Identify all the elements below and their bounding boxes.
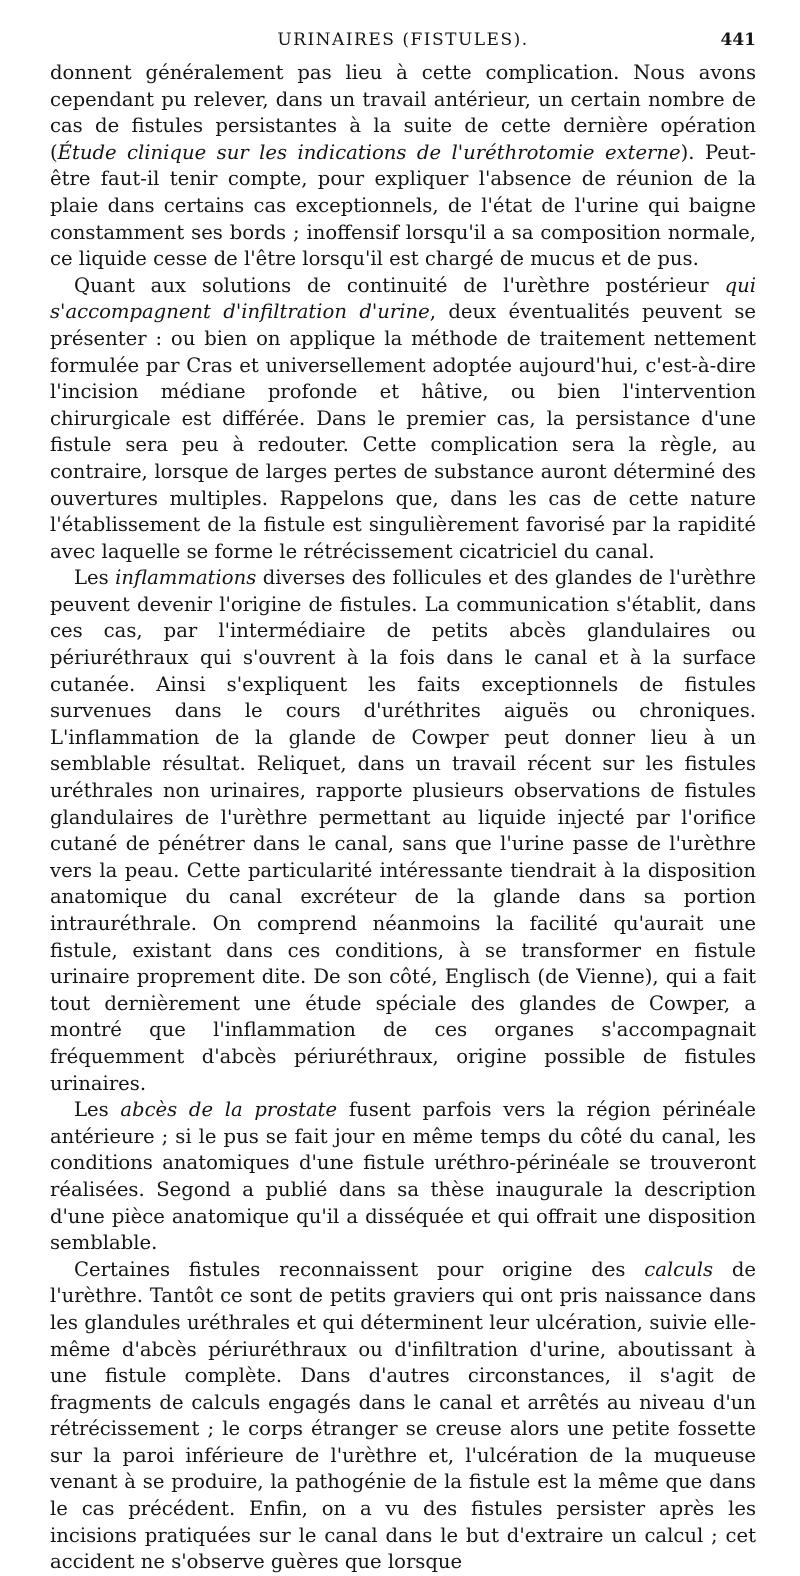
text-run: Les — [74, 1098, 121, 1122]
text-run: Certaines fistules reconnaissent pour origine des — [74, 1257, 645, 1281]
italic-term: inflammations — [115, 566, 257, 590]
italic-phrase: qui s'accompagnent d'infiltration d'urine — [50, 273, 756, 324]
paragraph — [50, 565, 756, 1097]
text-run: donnent généralement pas lieu à cette complication. Nous avons cependant pu relever, dans un travail antérieur, un certain nombre de cas de fistules persistantes à la suite de cette dernière opération ( — [50, 61, 756, 164]
text-run: Les — [74, 566, 116, 590]
body-text — [50, 60, 756, 1576]
text-run: diverses des follicules et des glandes de l'urèthre peuvent devenir l'origine de fistules. La communication s'établit, dans ces cas, par l'intermédiaire de petits abcès glandulaires ou périuréthraux qui s'ouvrent à la fois dans le canal et à la surface cutanée. Ainsi s'expliquent les faits exceptionnels de fistules survenues dans le cours d'uréthrites aiguës ou chroniques. L'inflammation de la glande de Cowper peut donner lieu à un semblable résultat. Reliquet, dans un travail récent sur les fistules uréthrales non urinaires, rapporte plusieurs observations de fistules glandulaires de l'urèthre permettant au liquide injecté par l'orifice cutané de pénétrer dans le canal, sans que l'urine passe de l'urèthre vers la peau. Cette particularité intéressante tiendrait à la disposition anatomique du canal excréteur de la glande dans sa portion intrauréthrale. On comprend néanmoins la facilité qu'aurait une fistule, existant dans ces conditions, à se transformer en fistule urinaire proprement dite. De son côté, Englisch (de Vienne), qui a fait tout dernièrement une étude spéciale des glandes de Cowper, a montré que l'inflammation de ces organes s'accompagnait fréquemment d'abcès périuréthraux, origine possible de fistules urinaires. — [50, 566, 757, 1095]
paragraph — [50, 60, 756, 273]
text-run: , deux éventualités peuvent se présenter : ou bien on applique la méthode de traitement nettement formulée par Cras et universellement adoptée aujourd'hui, c'est-à-dire l'incision médiane profonde et hâtive, ou bien l'intervention chirurgicale est différée. Dans le premier cas, la persistance d'une fistule sera peu à redouter. Cette complication sera la règle, au contraire, lorsque de larges pertes de substance auront déterminé des ouvertures multiples. Rappelons que, dans les cas de cette nature l'établissement de la fistule est singulièrement favorisé par la rapidité avec laquelle se forme le rétrécissement cicatriciel du canal. — [50, 300, 756, 563]
paragraph — [50, 1257, 756, 1576]
text-run: Quant aux solutions de continuité de l'urèthre postérieur — [74, 273, 725, 297]
paragraph — [50, 1097, 756, 1257]
text-run: fusent parfois vers la région périnéale antérieure ; si le pus se fait jour en même temps du côté du canal, les conditions anatomiques d'une fistule uréthro-périnéale se trouveront réalisées. Segond a publié dans sa thèse inaugurale la description d'une pièce anatomique qu'il a disséquée et qui offrait une disposition semblable. — [50, 1098, 757, 1255]
italic-term: abcès de la prostate — [120, 1098, 338, 1122]
page-number: 441 — [720, 30, 756, 50]
paragraph — [50, 273, 756, 566]
text-run: ). Peut-être faut-il tenir compte, pour expliquer l'absence de réunion de la plaie dans certains cas exceptionnels, de l'état de l'urine qui baigne constamment ses bords ; inoffensif lorsqu'il a sa composition normale, ce liquide cesse de l'être lorsqu'il est chargé de mucus et de pus. — [50, 140, 756, 271]
running-title: URINAIRES (FISTULES). — [277, 30, 529, 50]
italic-term: calculs — [644, 1257, 714, 1281]
text-run: de l'urèthre. Tantôt ce sont de petits graviers qui ont pris naissance dans les glandules uréthrales et qui déterminent leur ulcération, suivie elle-même d'abcès périuréthraux ou d'infiltration d'urine, aboutissant à une fistule complète. Dans d'autres circonstances, il s'agit de fragments de calculs engagés dans le canal et arrêtés au niveau d'un rétrécissement ; le corps étranger se creuse alors une petite fossette sur la paroi inférieure de l'urèthre et, l'ulcération de la muqueuse venant à se produire, la pathogénie de la fistule est la même que dans le cas précédent. Enfin, on a vu des fistules persister après les incisions pratiquées sur le canal dans le but d'extraire un calcul ; cet accident ne s'observe guères que lorsque — [50, 1257, 756, 1574]
italic-title: Étude clinique sur les indications de l'uréthrotomie externe — [57, 140, 681, 164]
running-header — [50, 30, 756, 60]
